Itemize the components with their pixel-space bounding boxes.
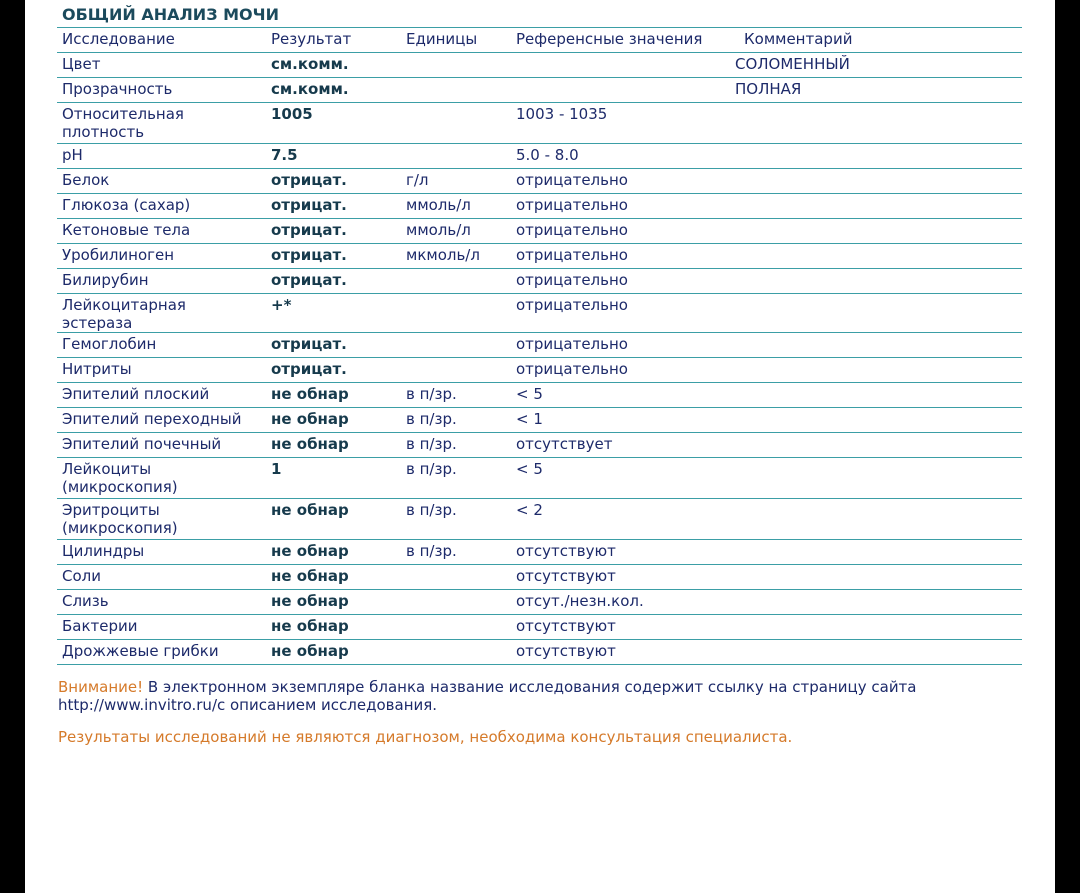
test-name[interactable]: Дрожжевые грибки (57, 640, 266, 665)
attention-label: Внимание! (58, 678, 144, 696)
table-row (57, 78, 1022, 103)
comment (730, 540, 1022, 565)
reference (511, 53, 730, 78)
result: не обнар (266, 565, 401, 590)
test-name[interactable]: Кетоновые тела (57, 219, 266, 244)
comment: ПОЛНАЯ (730, 78, 1022, 103)
comment (730, 615, 1022, 640)
test-name[interactable]: Эпителий переходный (57, 408, 266, 433)
comment (730, 294, 1022, 333)
test-name[interactable]: Слизь (57, 590, 266, 615)
comment (730, 499, 1022, 540)
result: отрицат. (266, 244, 401, 269)
table-row (57, 169, 1022, 194)
result: 7.5 (266, 144, 401, 169)
reference: < 5 (511, 383, 730, 408)
table-row (57, 194, 1022, 219)
result: не обнар (266, 540, 401, 565)
reference: отсутствуют (511, 565, 730, 590)
comment (730, 269, 1022, 294)
test-name[interactable]: Относительная плотность (57, 103, 266, 144)
reference: отсутствуют (511, 615, 730, 640)
units (401, 103, 511, 144)
comment (730, 458, 1022, 499)
table-row (57, 408, 1022, 433)
result: 1 (266, 458, 401, 499)
result: см.комм. (266, 53, 401, 78)
units (401, 615, 511, 640)
reference: отрицательно (511, 333, 730, 358)
report-title: ОБЩИЙ АНАЛИЗ МОЧИ (62, 5, 279, 24)
header-result: Результат (266, 28, 401, 53)
reference: < 2 (511, 499, 730, 540)
test-name[interactable]: Нитриты (57, 358, 266, 383)
test-name[interactable]: Белок (57, 169, 266, 194)
reference: отрицательно (511, 219, 730, 244)
table-row (57, 640, 1022, 665)
units: г/л (401, 169, 511, 194)
comment (730, 433, 1022, 458)
result: отрицат. (266, 269, 401, 294)
reference: < 1 (511, 408, 730, 433)
test-name[interactable]: Эпителий плоский (57, 383, 266, 408)
attention-note (58, 678, 917, 714)
table-row (57, 219, 1022, 244)
result: см.комм. (266, 78, 401, 103)
result: отрицат. (266, 194, 401, 219)
table-header (57, 28, 1022, 53)
comment (730, 565, 1022, 590)
reference: отрицательно (511, 358, 730, 383)
table-row (57, 144, 1022, 169)
test-name[interactable]: Бактерии (57, 615, 266, 640)
comment (730, 219, 1022, 244)
table-row (57, 433, 1022, 458)
reference: отрицательно (511, 244, 730, 269)
units (401, 358, 511, 383)
table-row (57, 358, 1022, 383)
reference: 1003 - 1035 (511, 103, 730, 144)
test-name[interactable]: Уробилиноген (57, 244, 266, 269)
result: не обнар (266, 590, 401, 615)
comment (730, 244, 1022, 269)
table-row (57, 499, 1022, 540)
comment (730, 640, 1022, 665)
table-row (57, 53, 1022, 78)
comment (730, 103, 1022, 144)
comment (730, 590, 1022, 615)
table-row (57, 590, 1022, 615)
table-row (57, 383, 1022, 408)
comment (730, 144, 1022, 169)
table-row (57, 244, 1022, 269)
comment (730, 194, 1022, 219)
result: не обнар (266, 408, 401, 433)
units (401, 144, 511, 169)
units (401, 294, 511, 333)
reference: отсутствует (511, 433, 730, 458)
units (401, 53, 511, 78)
comment (730, 358, 1022, 383)
units (401, 269, 511, 294)
comment (730, 408, 1022, 433)
comment (730, 383, 1022, 408)
test-name[interactable]: pH (57, 144, 266, 169)
test-name[interactable]: Гемоглобин (57, 333, 266, 358)
reference: 5.0 - 8.0 (511, 144, 730, 169)
units (401, 640, 511, 665)
reference: отрицательно (511, 194, 730, 219)
test-name[interactable]: Цвет (57, 53, 266, 78)
reference (511, 78, 730, 103)
comment: СОЛОМЕННЫЙ (730, 53, 1022, 78)
units (401, 565, 511, 590)
result: не обнар (266, 640, 401, 665)
table-row (57, 333, 1022, 358)
table-row (57, 269, 1022, 294)
result: не обнар (266, 499, 401, 540)
test-name[interactable]: Соли (57, 565, 266, 590)
test-name[interactable]: Билирубин (57, 269, 266, 294)
results-table (57, 27, 1022, 665)
table-row (57, 458, 1022, 499)
units: ммоль/л (401, 194, 511, 219)
table-row (57, 615, 1022, 640)
result: +* (266, 294, 401, 333)
reference: отрицательно (511, 269, 730, 294)
table-row (57, 294, 1022, 333)
comment (730, 169, 1022, 194)
units: в п/зр. (401, 383, 511, 408)
result: отрицат. (266, 219, 401, 244)
report-page (25, 0, 1055, 893)
reference: < 5 (511, 458, 730, 499)
units: мкмоль/л (401, 244, 511, 269)
units: в п/зр. (401, 499, 511, 540)
result: отрицат. (266, 358, 401, 383)
units (401, 78, 511, 103)
units: ммоль/л (401, 219, 511, 244)
units: в п/зр. (401, 540, 511, 565)
table-row (57, 565, 1022, 590)
attention-text: В электронном экземпляре бланка название исследования содержит ссылку на страницу сайта (143, 678, 917, 696)
test-name[interactable]: Лейкоцитарная эстераза (57, 294, 266, 333)
result: не обнар (266, 615, 401, 640)
disclaimer: Результаты исследований не являются диагнозом, необходима консультация специалиста. (58, 728, 793, 746)
test-name[interactable]: Эритроциты (микроскопия) (57, 499, 266, 540)
units (401, 333, 511, 358)
test-name[interactable]: Эпителий почечный (57, 433, 266, 458)
header-comment: Комментарий (730, 28, 1022, 53)
header-reference: Референсные значения (511, 28, 730, 53)
header-test: Исследование (57, 28, 266, 53)
reference: отсут./незн.кол. (511, 590, 730, 615)
units (401, 590, 511, 615)
units: в п/зр. (401, 458, 511, 499)
test-name[interactable]: Цилиндры (57, 540, 266, 565)
reference: отсутствуют (511, 640, 730, 665)
reference: отрицательно (511, 294, 730, 333)
test-name[interactable]: Глюкоза (сахар) (57, 194, 266, 219)
result: не обнар (266, 433, 401, 458)
table-row (57, 103, 1022, 144)
reference: отрицательно (511, 169, 730, 194)
result: отрицат. (266, 333, 401, 358)
table-row (57, 540, 1022, 565)
site-link[interactable]: http://www.invitro.ru/с описанием исследования. (58, 696, 438, 714)
test-name[interactable]: Прозрачность (57, 78, 266, 103)
units: в п/зр. (401, 433, 511, 458)
comment (730, 333, 1022, 358)
units: в п/зр. (401, 408, 511, 433)
header-units: Единицы (401, 28, 511, 53)
result: 1005 (266, 103, 401, 144)
result: не обнар (266, 383, 401, 408)
test-name[interactable]: Лейкоциты (микроскопия) (57, 458, 266, 499)
result: отрицат. (266, 169, 401, 194)
reference: отсутствуют (511, 540, 730, 565)
